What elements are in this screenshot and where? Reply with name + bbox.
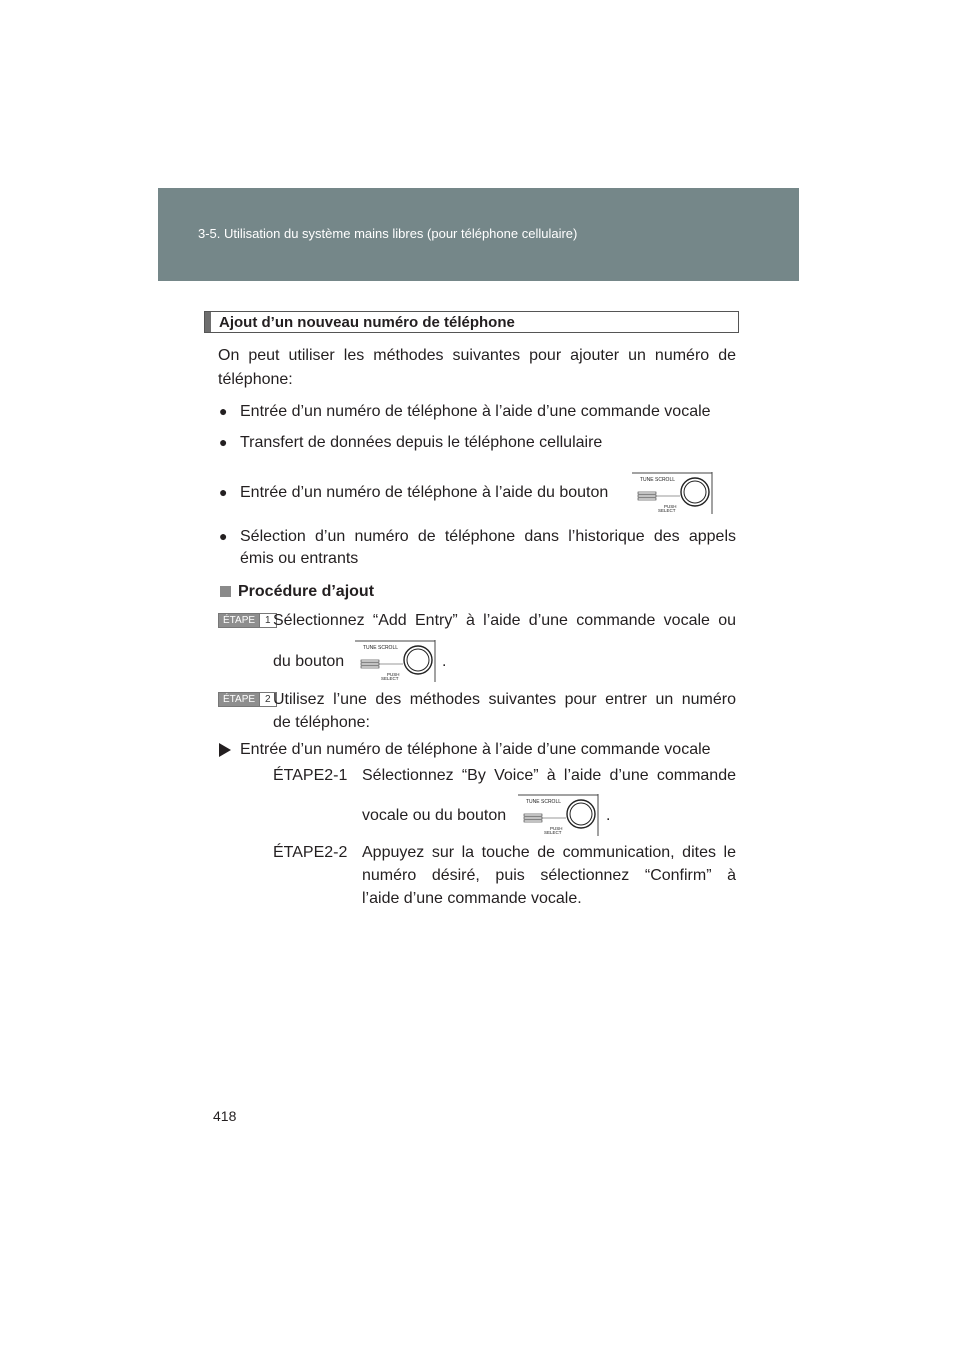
bullet-text-2: Transfert de données depuis le téléphone cellulaire bbox=[240, 434, 603, 451]
procedure-title: Procédure d’ajout bbox=[238, 583, 375, 600]
knob-select-label: SELECT bbox=[381, 676, 399, 681]
substep-2-1-label: ÉTAPE2-1 bbox=[273, 767, 348, 784]
step-badge-label: ÉTAPE bbox=[219, 614, 259, 627]
step-2-line-2: de téléphone: bbox=[273, 714, 370, 731]
bullet-dot-icon: ● bbox=[219, 528, 228, 544]
knob-tune-label: TUNE SCROLL bbox=[363, 645, 399, 651]
substep-2-1-period: . bbox=[606, 807, 611, 824]
bullet-text-4-line-2: émis ou entrants bbox=[240, 550, 359, 567]
substep-2-1-line-1: Sélectionnez “By Voice” à l’aide d’une commande bbox=[362, 767, 736, 784]
bullet-dot-icon: ● bbox=[219, 434, 228, 450]
substep-2-2-line-2: numéro désiré, puis sélectionnez “Confirm” à bbox=[362, 867, 736, 884]
knob-push-label: PUSH bbox=[387, 672, 400, 677]
tune-scroll-knob-icon bbox=[518, 794, 600, 836]
step-badge-2 bbox=[218, 692, 277, 707]
knob-tune-label: TUNE SCROLL bbox=[640, 477, 676, 483]
step-1-period: . bbox=[442, 653, 447, 670]
step-badge-number: 1 bbox=[259, 614, 276, 627]
knob-push-label: PUSH bbox=[664, 504, 677, 509]
knob-tune-label: TUNE SCROLL bbox=[526, 799, 562, 805]
breadcrumb: 3-5. Utilisation du système mains libres (pour téléphone cellulaire) bbox=[198, 226, 578, 241]
chapter-header bbox=[158, 188, 799, 281]
triangle-arrow-icon bbox=[219, 743, 231, 757]
intro-line-2: téléphone: bbox=[218, 371, 293, 388]
substep-2-1-line-2: vocale ou du bouton bbox=[362, 807, 507, 824]
knob-push-label: PUSH bbox=[550, 826, 563, 831]
knob-select-label: SELECT bbox=[544, 830, 562, 835]
step-badge-1 bbox=[218, 613, 277, 628]
bullet-text-3: Entrée d’un numéro de téléphone à l’aide du bouton bbox=[240, 484, 609, 501]
knob-select-label: SELECT bbox=[658, 508, 676, 513]
section-title: Ajout d’un nouveau numéro de téléphone bbox=[219, 314, 515, 331]
step-badge-number: 2 bbox=[259, 693, 276, 706]
method-title: Entrée d’un numéro de téléphone à l’aide d’une commande vocale bbox=[240, 741, 711, 758]
substep-2-2-label: ÉTAPE2-2 bbox=[273, 844, 348, 861]
tune-scroll-knob-icon bbox=[632, 472, 714, 514]
step-1-line-2: du bouton bbox=[273, 653, 345, 670]
section-heading-box bbox=[204, 311, 739, 333]
intro-line-1: On peut utiliser les méthodes suivantes pour ajouter un numéro de bbox=[218, 347, 736, 364]
step-2-line-1: Utilisez l’une des méthodes suivantes pour entrer un numéro bbox=[273, 691, 736, 708]
section-heading-bar bbox=[205, 312, 211, 332]
bullet-dot-icon: ● bbox=[219, 484, 228, 500]
bullet-text-1: Entrée d’un numéro de téléphone à l’aide d’une commande vocale bbox=[240, 403, 711, 420]
square-bullet-icon bbox=[220, 586, 231, 597]
step-1-line-1: Sélectionnez “Add Entry” à l’aide d’une commande vocale ou bbox=[273, 612, 736, 629]
step-badge-label: ÉTAPE bbox=[219, 693, 259, 706]
page-number: 418 bbox=[213, 1108, 237, 1124]
tune-scroll-knob-icon bbox=[355, 640, 437, 682]
substep-2-2-line-3: l’aide d’une commande vocale. bbox=[362, 890, 582, 907]
substep-2-2-line-1: Appuyez sur la touche de communication, dites le bbox=[362, 844, 736, 861]
bullet-dot-icon: ● bbox=[219, 403, 228, 419]
bullet-text-4-line-1: Sélection d’un numéro de téléphone dans l’historique des appels bbox=[240, 528, 736, 545]
